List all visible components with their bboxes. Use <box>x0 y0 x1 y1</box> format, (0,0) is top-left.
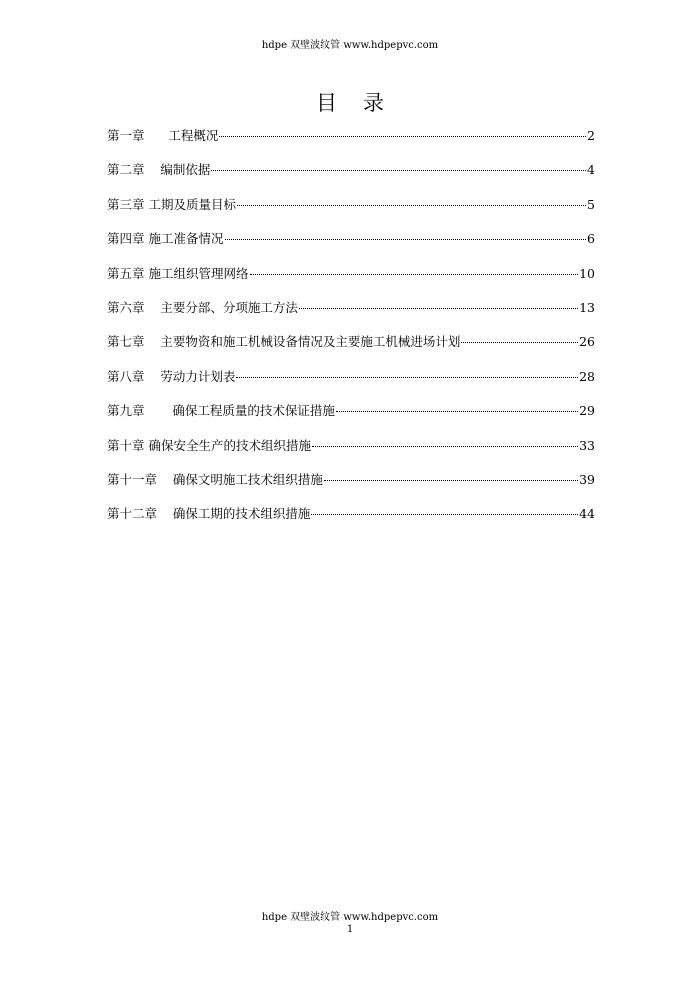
table-of-contents <box>107 126 595 539</box>
toc-dot-leader <box>311 514 578 515</box>
footer-text: hdpe 双壁波纹管 www.hdpepvc.com <box>261 912 439 923</box>
toc-chapter-number: 第六章 <box>107 299 145 315</box>
toc-entry[interactable] <box>107 160 595 194</box>
toc-chapter-title: 施工准备情况 <box>148 231 224 247</box>
page-number: 1 <box>346 924 354 935</box>
toc-title: 目录 <box>316 91 410 115</box>
toc-page-number: 13 <box>579 299 595 315</box>
toc-spacing <box>145 298 161 318</box>
toc-entry[interactable] <box>107 504 595 538</box>
toc-dot-leader <box>312 446 578 447</box>
toc-chapter-number: 第七章 <box>107 334 145 350</box>
toc-page-number: 5 <box>587 196 595 212</box>
toc-chapter-title: 编制依据 <box>160 162 211 178</box>
toc-dot-leader <box>237 205 586 206</box>
toc-chapter-title: 工期及质量目标 <box>148 196 237 212</box>
toc-chapter-title: 确保安全生产的技术组织措施 <box>148 437 312 453</box>
toc-chapter-number: 第五章 <box>107 265 145 281</box>
toc-spacing <box>145 160 161 180</box>
toc-entry[interactable] <box>107 298 595 332</box>
toc-page-number: 10 <box>579 265 595 281</box>
toc-page-number: 33 <box>579 437 595 453</box>
toc-dot-leader <box>236 377 578 378</box>
toc-chapter-number: 第三章 <box>107 196 145 212</box>
toc-entry[interactable] <box>107 332 595 366</box>
toc-dot-leader <box>211 170 586 171</box>
toc-entry[interactable] <box>107 470 595 504</box>
toc-page-number: 44 <box>579 506 595 522</box>
toc-chapter-number: 第十一章 <box>107 471 158 487</box>
toc-entry[interactable] <box>107 367 595 401</box>
toc-spacing <box>157 470 173 490</box>
toc-dot-leader <box>219 136 586 137</box>
toc-spacing <box>145 401 173 421</box>
toc-entry[interactable] <box>107 229 595 263</box>
toc-chapter-number: 第九章 <box>107 403 145 419</box>
toc-page-number: 6 <box>587 231 595 247</box>
toc-chapter-title: 施工组织管理网络 <box>148 265 249 281</box>
toc-spacing <box>145 126 169 146</box>
toc-dot-leader <box>324 480 578 481</box>
toc-chapter-title: 主要分部、分项施工方法 <box>160 299 298 315</box>
toc-chapter-title: 劳动力计划表 <box>160 368 236 384</box>
toc-entry[interactable] <box>107 436 595 470</box>
toc-chapter-number: 第八章 <box>107 368 145 384</box>
toc-entry[interactable] <box>107 401 595 435</box>
toc-chapter-title: 确保工程质量的技术保证措施 <box>172 403 335 419</box>
toc-chapter-title: 确保工期的技术组织措施 <box>172 506 311 522</box>
toc-dot-leader <box>299 308 578 309</box>
toc-dot-leader <box>225 239 587 240</box>
toc-dot-leader <box>336 411 578 412</box>
toc-page-number: 26 <box>579 334 595 350</box>
toc-spacing <box>145 332 161 352</box>
toc-chapter-number: 第四章 <box>107 231 145 247</box>
toc-chapter-number: 第十章 <box>107 437 145 453</box>
toc-page-number: 28 <box>579 368 595 384</box>
toc-chapter-number: 第一章 <box>107 128 145 143</box>
toc-entry[interactable] <box>107 195 595 229</box>
toc-chapter-number: 第二章 <box>107 162 145 178</box>
page-header: hdpe 双壁波纹管 www.hdpepvc.com <box>261 40 439 51</box>
toc-spacing <box>157 504 173 524</box>
toc-page-number: 2 <box>587 128 595 143</box>
toc-page-number: 29 <box>579 403 595 419</box>
toc-chapter-title: 确保文明施工技术组织措施 <box>172 471 323 487</box>
toc-entry[interactable] <box>107 126 595 160</box>
page-footer <box>0 912 700 936</box>
toc-spacing <box>145 367 161 387</box>
toc-chapter-title: 主要物资和施工机械设备情况及主要施工机械进场计划 <box>160 334 461 350</box>
toc-dot-leader <box>461 342 578 343</box>
toc-chapter-number: 第十二章 <box>107 506 158 522</box>
toc-page-number: 39 <box>579 471 595 487</box>
toc-chapter-title: 工程概况 <box>168 128 219 143</box>
toc-dot-leader <box>250 274 579 275</box>
toc-page-number: 4 <box>587 162 595 178</box>
toc-entry[interactable] <box>107 264 595 298</box>
